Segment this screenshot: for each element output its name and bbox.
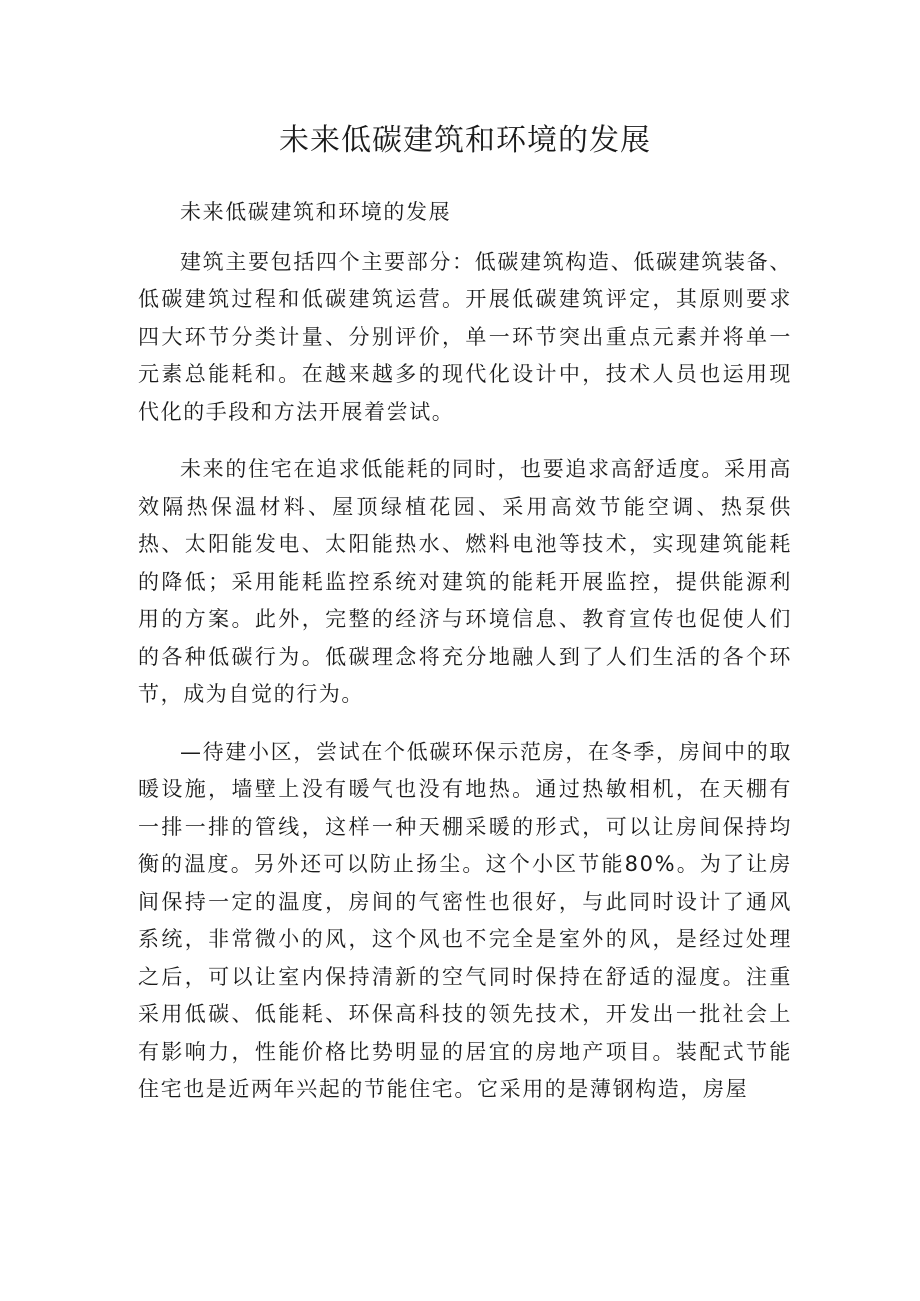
document-page bbox=[138, 118, 792, 1129]
document-subtitle-paragraph: 未来低碳建筑和环境的发展 bbox=[180, 200, 452, 224]
paragraph-demo-community: —待建小区，尝试在个低碳环保示范房，在冬季，房间中的取暖设施，墙壁上没有暖气也没有地热。通过热敏相机，在天棚有一排一排的管线，这样一种天棚采暖的形式，可以让房间保持均衡的温度。另外还可以防止扬尘。这个小区节能80%。为了让房间保持一定的温度，房间的气密性也很好，与此同时设计了通风系统，非常微小的风，这个风也不完全是室外的风，是经过处理之后，可以让室内保持清新的空气同时保持在舒适的湿度。注重采用低碳、低能耗、环保高科技的领先技术，开发出一批社会上有影响力，性能价格比势明显的居宜的房地产项目。装配式节能住宅也是近两年兴起的节能住宅。它采用的是薄钢构造，房屋 bbox=[138, 739, 792, 1101]
document-title: 未来低碳建筑和环境的发展 bbox=[279, 123, 651, 158]
paragraph-building-components: 建筑主要包括四个主要部分：低碳建筑构造、低碳建筑装备、低碳建筑过程和低碳建筑运营。开展低碳建筑评定，其原则要求四大环节分类计量、分别评价，单一环节突出重点元素并将单一元素总能耗和。在越来越多的现代化设计中，技术人员也运用现代化的手段和方法开展着尝试。 bbox=[138, 249, 792, 424]
paragraph-future-housing: 未来的住宅在追求低能耗的同时，也要追求高舒适度。采用高效隔热保温材料、屋顶绿植花园、采用高效节能空调、热泵供热、太阳能发电、太阳能热水、燃料电池等技术，实现建筑能耗的降低；采用能耗监控系统对建筑的能耗开展监控，提供能源利用的方案。此外，完整的经济与环境信息、教育宣传也促使人们的各种低碳行为。低碳理念将充分地融人到了人们生活的各个环节，成为自觉的行为。 bbox=[138, 457, 792, 706]
